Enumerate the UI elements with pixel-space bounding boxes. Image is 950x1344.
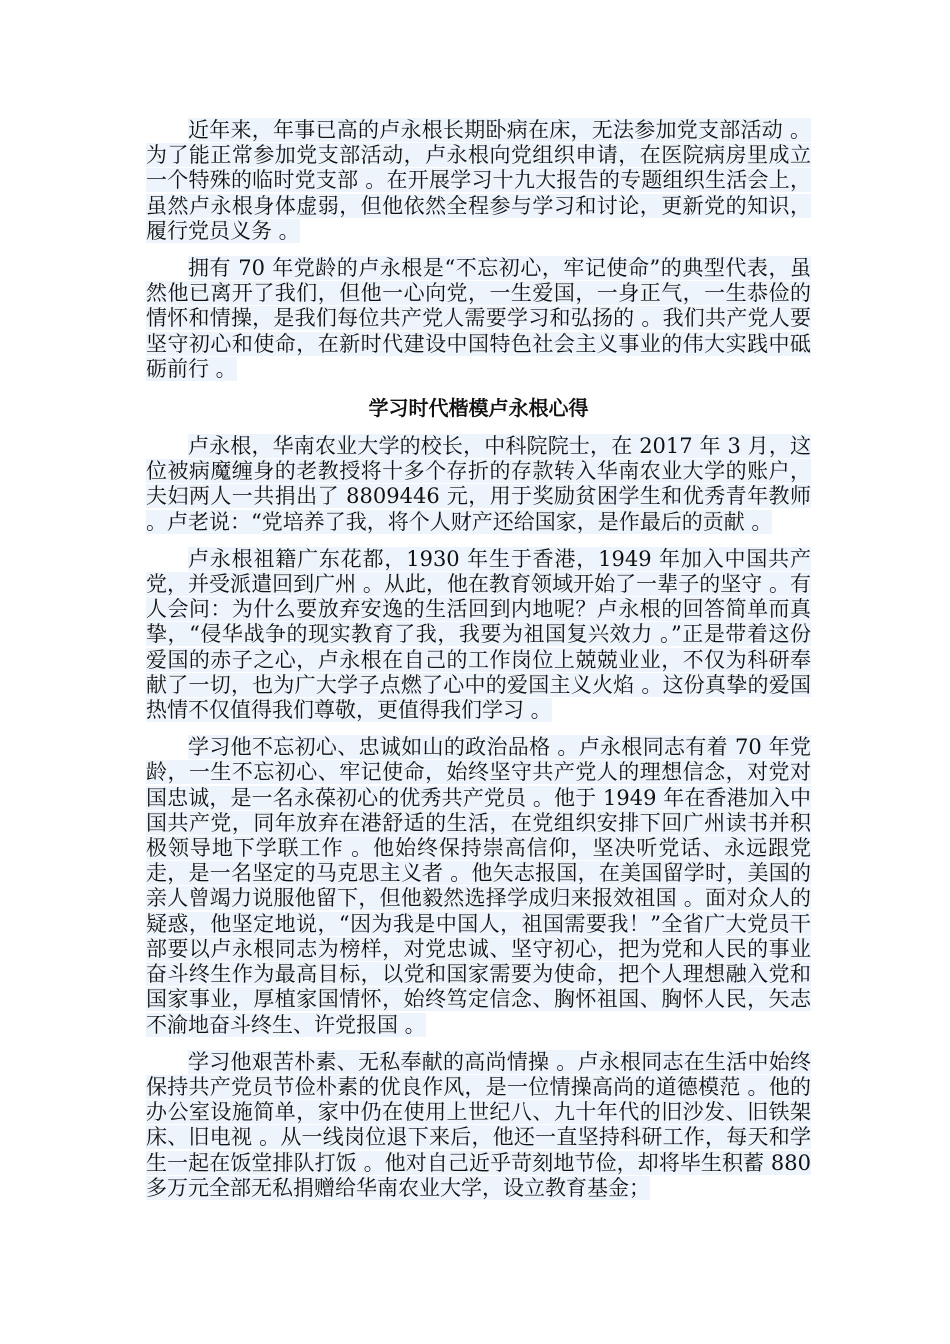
paragraph-2 — [146, 256, 811, 382]
paragraph-5 — [146, 735, 811, 1037]
section-heading: 学习时代楷模卢永根心得 — [368, 396, 589, 421]
paragraph-4-text: 卢永根祖籍广东花都，1930 年生于香港，1949 年加入中国共产党，并受派遣回到广州 。从此，他在教育领域开始了一辈子的坚守 。有人会问：为什么要放弃安逸的生活回到内地呢？卢永根的回答简单而真挚，“侵华战争的现实教育了我，我要为祖国复兴效力 。”正是带着这份爱国的赤子之心，卢永根在自己的工作岗位上兢兢业业，不仅为科研奉献了一切，也为广大学子点燃了心中的爱国主义火焰 。这份真挚的爱国热情不仅值得我们尊敬，更值得我们学习 。 — [146, 546, 811, 723]
paragraph-3-text: 卢永根，华南农业大学的校长，中科院院士，在 2017 年 3 月，这位被病魔缠身的老教授将十多个存折的存款转入华南农业大学的账户，夫妇两人一共捐出了 8809446 元，用于奖励贫困学生和优秀青年教师 。卢老说：“党培养了我，将个人财产还给国家，是作最后的贡献 。 — [146, 434, 811, 534]
paragraph-4 — [146, 547, 811, 723]
paragraph-2-text: 拥有 70 年党龄的卢永根是“不忘初心，牢记使命”的典型代表，虽然他已离开了我们，但他一心向党，一生爱国，一身正气，一生恭俭的情怀和情操，是我们每位共产党人需要学习和弘扬的 。我们共产党人要坚守初心和使命，在新时代建设中国特色社会主义事业的伟大实践中砥砺前行 。 — [146, 256, 811, 381]
paragraph-1-text: 近年来，年事已高的卢永根长期卧病在床，无法参加党支部活动 。为了能正常参加党支部活动，卢永根向党组织申请，在医院病房里成立一个特殊的临时党支部 。在开展学习十九大报告的专题组织生活会上，虽然卢永根身体虚弱，但他依然全程参与学习和讨论，更新党的知识，履行党员义务 。 — [146, 118, 811, 243]
paragraph-1 — [146, 118, 811, 244]
paragraph-3 — [146, 434, 811, 535]
paragraph-6 — [146, 1050, 811, 1201]
document-page — [146, 118, 811, 1213]
paragraph-6-text: 学习他艰苦朴素、无私奉献的高尚情操 。卢永根同志在生活中始终保持共产党员节俭朴素的优良作风，是一位情操高尚的道德模范 。他的办公室设施简单，家中仍在使用上世纪八、九十年代的旧沙发、旧铁架床、旧电视 。从一线岗位退下来后，他还一直坚持科研工作，每天和学生一起在饭堂排队打饭 。他对自己近乎苛刻地节俭，却将毕生积蓄 880 多万元全部无私捐赠给华南农业大学，设立教育基金； — [146, 1049, 811, 1200]
paragraph-5-text: 学习他不忘初心、忠诚如山的政治品格 。卢永根同志有着 70 年党龄，一生不忘初心、牢记使命，始终坚守共产党人的理想信念，对党对国忠诚，是一名永葆初心的优秀共产党员 。他于 1949 年在香港加入中国共产党，同年放弃在港舒适的生活，在党组织安排下回广州读书并积极领导地下学联工作 。他始终保持崇高信仰，坚决听党话、永远跟党走，是一名坚定的马克思主义者 。他矢志报国，在美国留学时，美国的亲人曾竭力说服他留下，但他毅然选择学成归来报效祖国 。面对众人的疑惑，他坚定地说，“因为我是中国人，祖国需要我！”全省广大党员干部要以卢永根同志为榜样，对党忠诚、坚守初心，把为党和人民的事业奋斗终生作为最高目标，以党和国家需要为使命，把个人理想融入党和国家事业，厚植家国情怀，始终笃定信念、胸怀祖国、胸怀人民，矢志不渝地奋斗终生、许党报国 。 — [146, 735, 811, 1037]
